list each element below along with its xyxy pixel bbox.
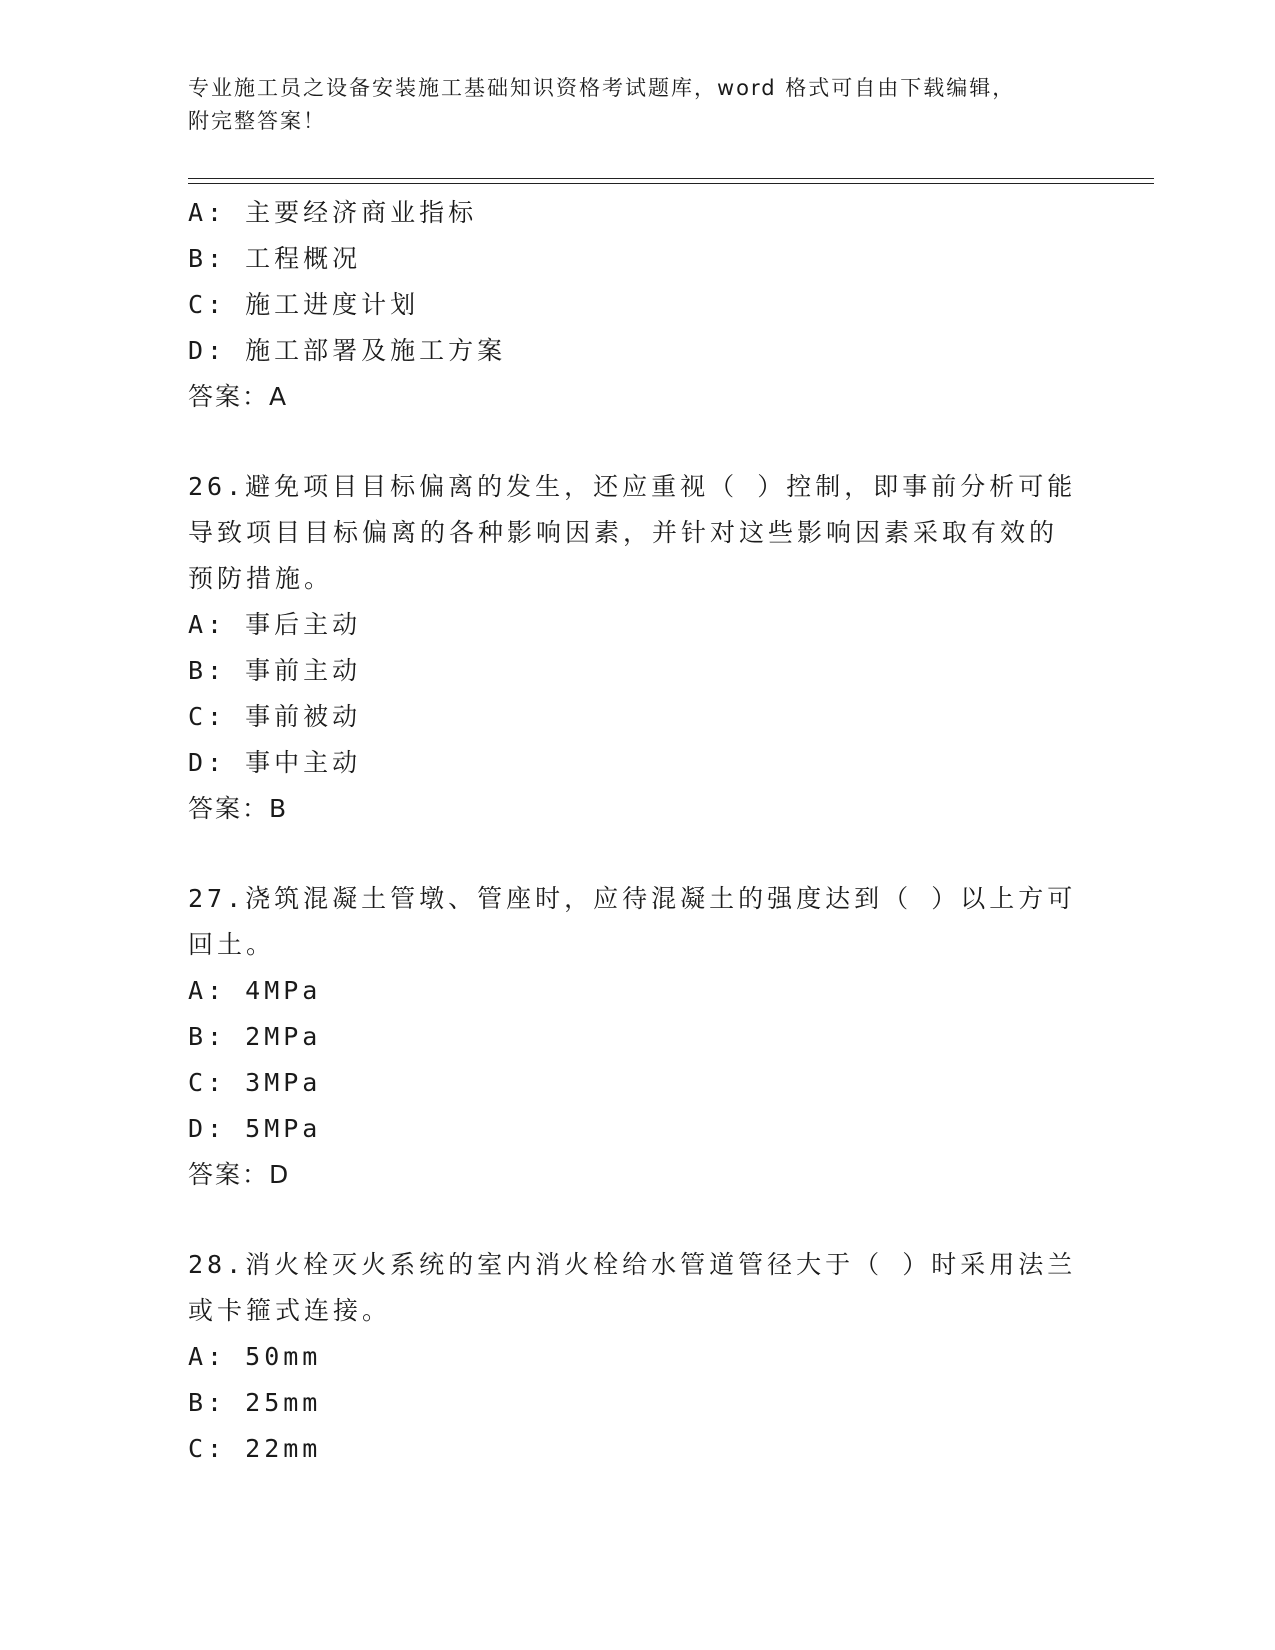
- option-a: A: 主要经济商业指标: [188, 198, 478, 227]
- question-stem-line: 回土。: [188, 930, 276, 959]
- option-d: D: 5MPa: [188, 1114, 322, 1143]
- question-25: [188, 190, 1068, 420]
- header-divider-bottom: [188, 183, 1154, 184]
- document-header: [188, 72, 1068, 138]
- option-b: B: 2MPa: [188, 1022, 322, 1051]
- question-spacer: [188, 832, 1068, 876]
- option-c: C: 3MPa: [188, 1068, 322, 1097]
- option-c: C: 22mm: [188, 1434, 322, 1463]
- question-26: [188, 464, 1077, 832]
- answer-line: 答案：D: [188, 1160, 291, 1189]
- answer-line: 答案：A: [188, 382, 289, 411]
- answer-line: 答案：B: [188, 794, 289, 823]
- option-d: D: 事中主动: [188, 748, 362, 777]
- option-a: A: 50mm: [188, 1342, 322, 1371]
- option-b: B: 事前主动: [188, 656, 362, 685]
- question-stem-line: 预防措施。: [188, 564, 334, 593]
- question-stem-line: 27.浇筑混凝土管墩、管座时，应待混凝土的强度达到（ ）以上方可: [188, 884, 1077, 913]
- option-a: A: 事后主动: [188, 610, 362, 639]
- option-c: C: 施工进度计划: [188, 290, 420, 319]
- question-list: [188, 190, 1077, 1472]
- question-spacer: [188, 420, 1068, 464]
- header-line-1: 专业施工员之设备安装施工基础知识资格考试题库，word 格式可自由下载编辑，: [188, 76, 1016, 100]
- question-28: [188, 1242, 1077, 1472]
- option-d: D: 施工部署及施工方案: [188, 336, 507, 365]
- question-spacer: [188, 1198, 1068, 1242]
- option-b: B: 工程概况: [188, 244, 362, 273]
- question-stem-line: 26.避免项目目标偏离的发生，还应重视（ ）控制，即事前分析可能: [188, 472, 1077, 501]
- header-line-2: 附完整答案！: [188, 109, 326, 133]
- question-stem-line: 或卡箍式连接。: [188, 1296, 392, 1325]
- question-stem-line: 导致项目目标偏离的各种影响因素，并针对这些影响因素采取有效的: [188, 518, 1059, 547]
- option-c: C: 事前被动: [188, 702, 362, 731]
- question-27: [188, 876, 1077, 1198]
- option-a: A: 4MPa: [188, 976, 322, 1005]
- option-b: B: 25mm: [188, 1388, 322, 1417]
- question-stem-line: 28.消火栓灭火系统的室内消火栓给水管道管径大于（ ）时采用法兰: [188, 1250, 1077, 1279]
- header-divider-top: [188, 178, 1154, 179]
